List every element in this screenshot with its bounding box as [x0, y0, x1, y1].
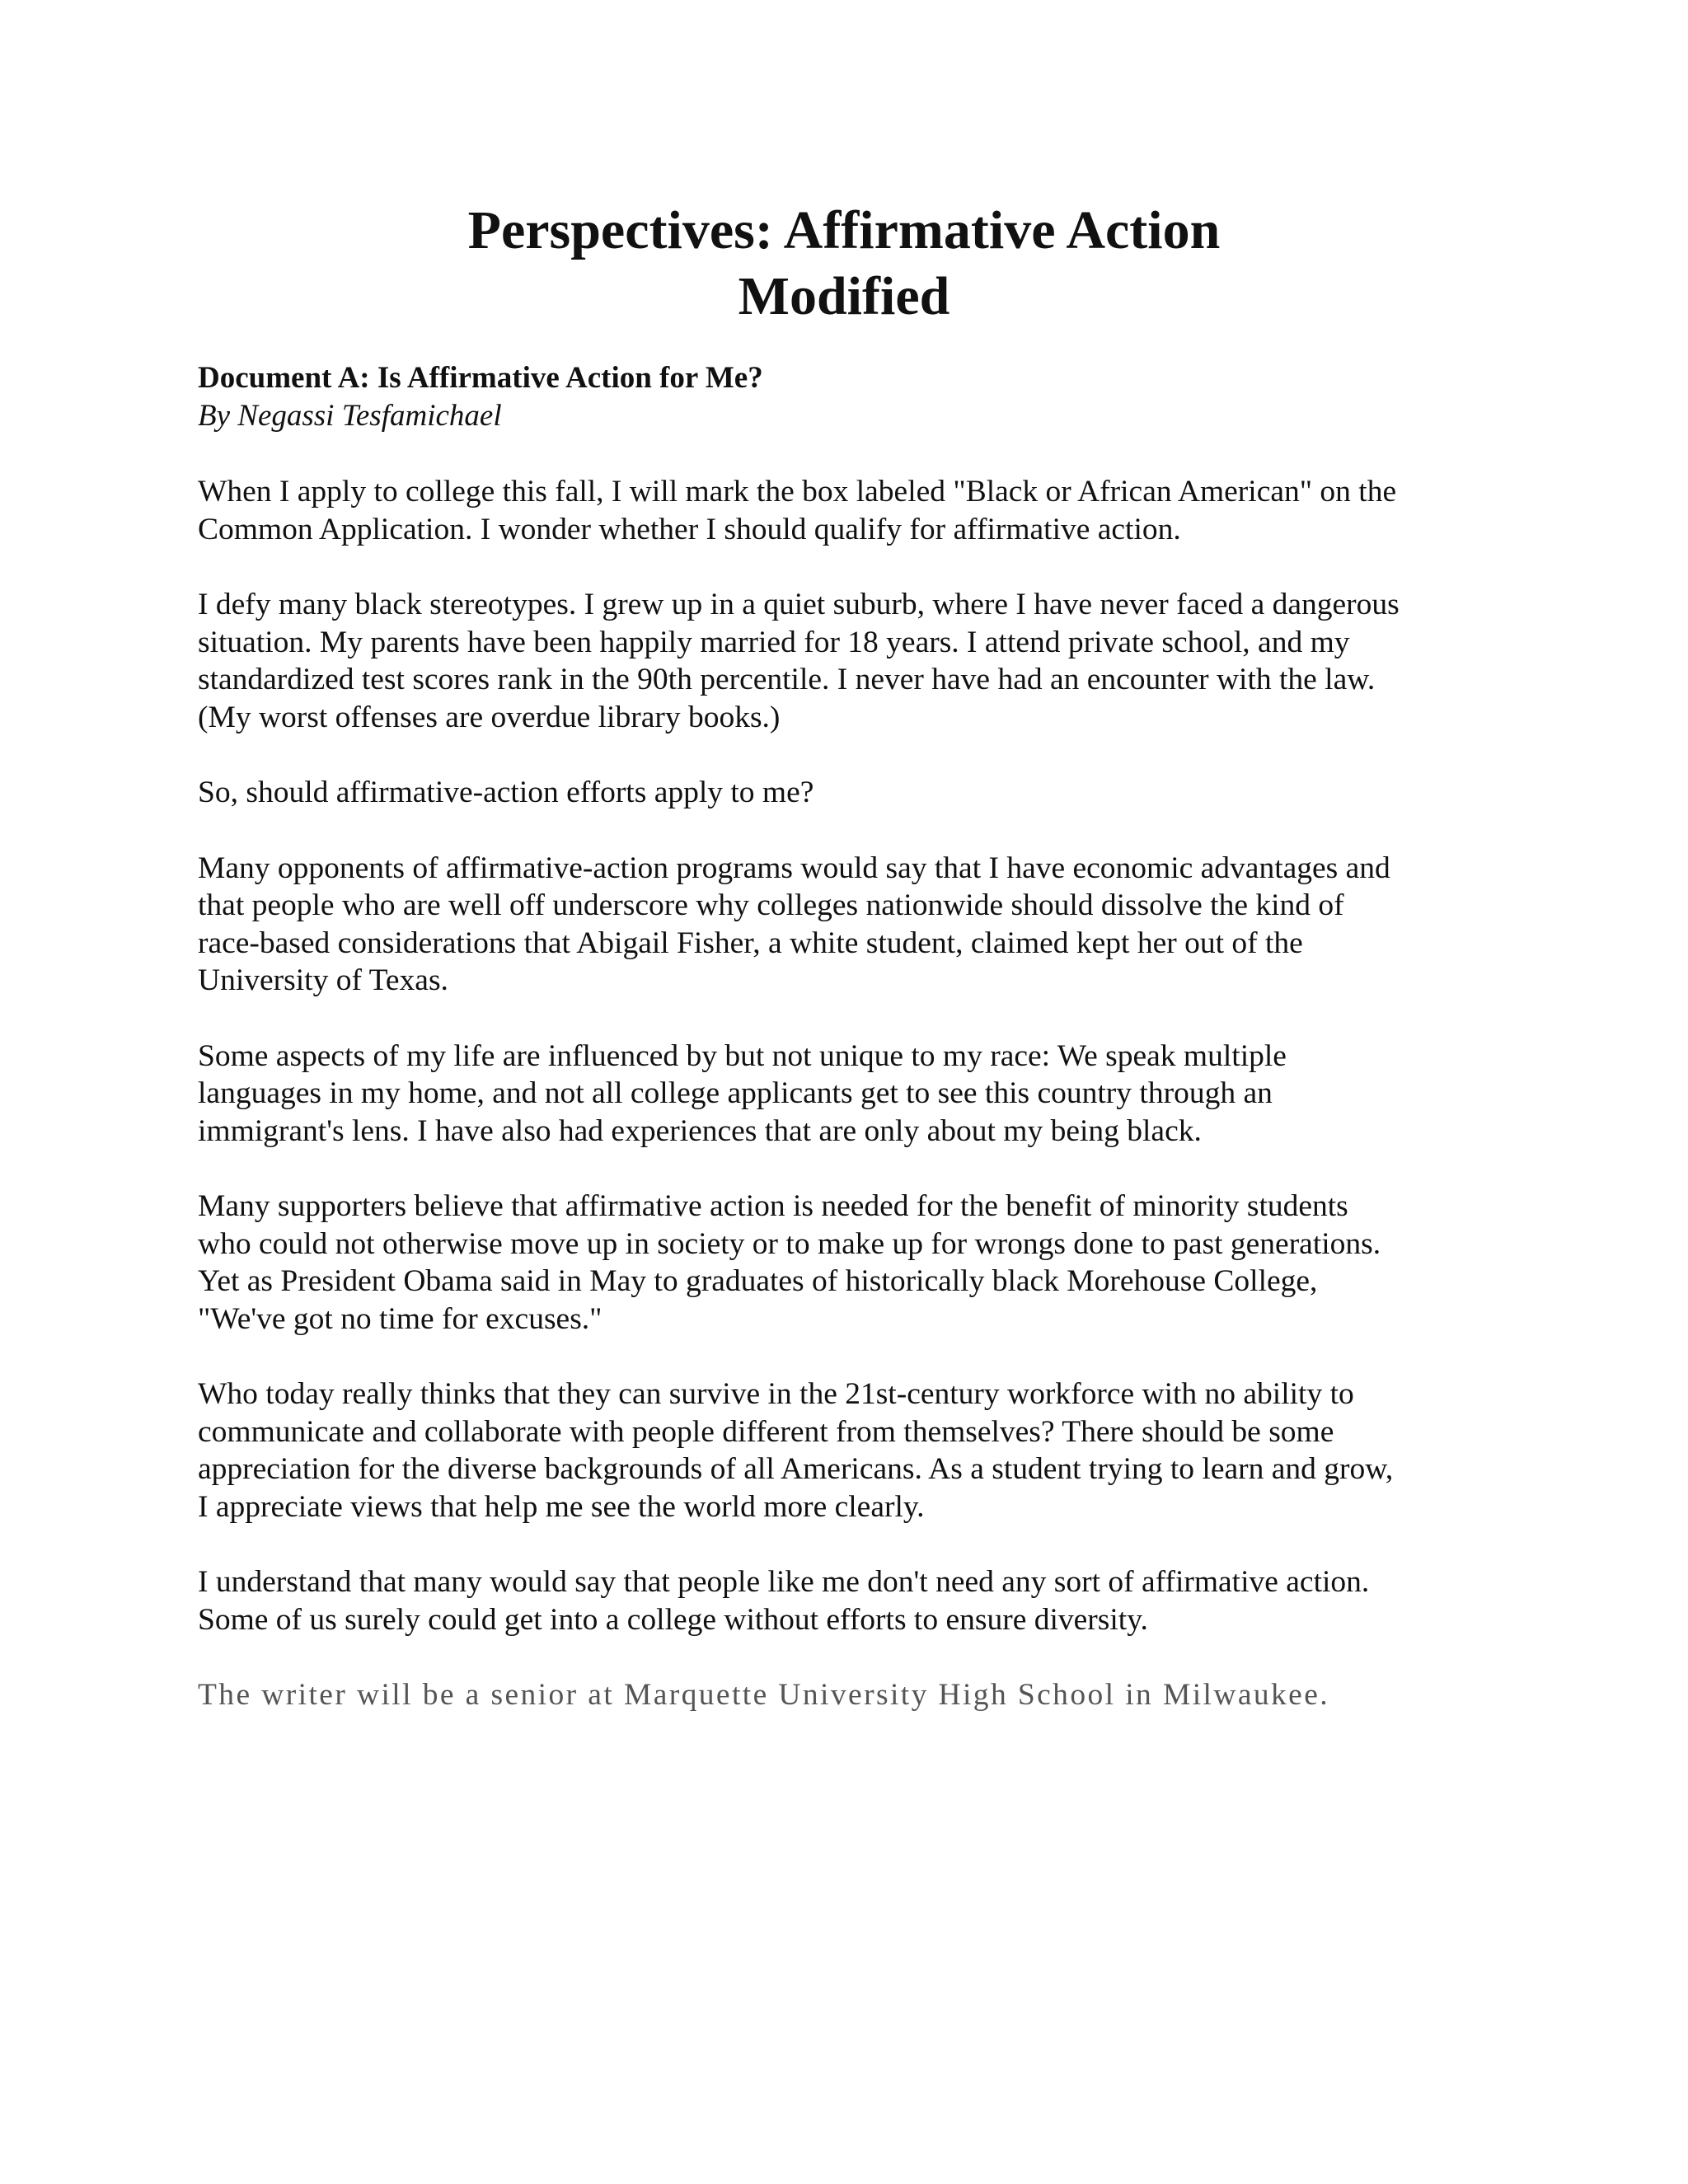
paragraph-line: So, should affirmative-action efforts apply to me? — [198, 776, 814, 809]
paragraph-2 — [198, 586, 1517, 736]
paragraph-line: Some aspects of my life are influenced by but not unique to my race: We speak multiple — [198, 1038, 1287, 1073]
title-line-1: Perspectives: Affirmative Action — [467, 200, 1221, 260]
page-title — [0, 198, 1688, 330]
paragraph-line: Common Application. I wonder whether I should qualify for affirmative action. — [198, 512, 1181, 546]
paragraph-8 — [198, 1563, 1517, 1638]
paragraph-line: Many opponents of affirmative-action programs would say that I have economic advantages and — [198, 851, 1390, 885]
author-byline: By Negassi Tesfamichael — [198, 399, 502, 433]
paragraph-line: (My worst offenses are overdue library books.) — [198, 700, 781, 734]
paragraph-line: "We've got no time for excuses." — [198, 1301, 603, 1336]
paragraph-line: I appreciate views that help me see the world more clearly. — [198, 1489, 925, 1524]
paragraph-line: Some of us surely could get into a college without efforts to ensure diversity. — [198, 1602, 1148, 1637]
paragraph-line: Yet as President Obama said in May to graduates of historically black Morehouse College, — [198, 1264, 1318, 1298]
title-line-2: Modified — [738, 266, 950, 326]
paragraph-4 — [198, 850, 1517, 1000]
paragraph-3 — [198, 774, 1517, 812]
paragraph-line: standardized test scores rank in the 90th percentile. I never have had an encounter with the law. — [198, 663, 1376, 696]
paragraph-line: immigrant's lens. I have also had experiences that are only about my being black. — [198, 1113, 1202, 1148]
paragraph-line: Who today really thinks that they can survive in the 21st-century workforce with no ability to — [198, 1377, 1354, 1411]
paragraph-line: race-based considerations that Abigail Fisher, a white student, claimed kept her out of the — [198, 926, 1303, 960]
paragraph-7 — [198, 1376, 1517, 1526]
paragraph-line: communicate and collaborate with people different from themselves? There should be some — [198, 1414, 1334, 1449]
paragraph-line: I defy many black stereotypes. I grew up in a quiet suburb, where I have never faced a dangerous — [198, 588, 1400, 621]
paragraph-line: University of Texas. — [198, 963, 448, 997]
article-body — [198, 359, 1517, 1714]
paragraph-line: When I apply to college this fall, I will mark the box labeled "Black or African American" on the — [198, 475, 1397, 509]
paragraph-6 — [198, 1188, 1517, 1338]
document-heading: Document A: Is Affirmative Action for Me? — [198, 361, 763, 395]
paragraph-line: Many supporters believe that affirmative action is needed for the benefit of minority students — [198, 1189, 1348, 1223]
paragraph-1 — [198, 473, 1517, 548]
author-note: The writer will be a senior at Marquette University High School in Milwaukee. — [198, 1678, 1330, 1712]
paragraph-line: situation. My parents have been happily married for 18 years. I attend private school, and my — [198, 625, 1350, 659]
paragraph-line: I understand that many would say that people like me don't need any sort of affirmative action. — [198, 1565, 1370, 1599]
paragraph-5 — [198, 1038, 1517, 1151]
paragraph-line: appreciation for the diverse backgrounds of all Americans. As a student trying to learn and grow, — [198, 1452, 1394, 1486]
paragraph-line: languages in my home, and not all college applicants get to see this country through an — [198, 1076, 1273, 1110]
paragraph-line: that people who are well off underscore why colleges nationwide should dissolve the kind of — [198, 888, 1344, 922]
paragraph-line: who could not otherwise move up in society or to make up for wrongs done to past generations. — [198, 1226, 1381, 1261]
